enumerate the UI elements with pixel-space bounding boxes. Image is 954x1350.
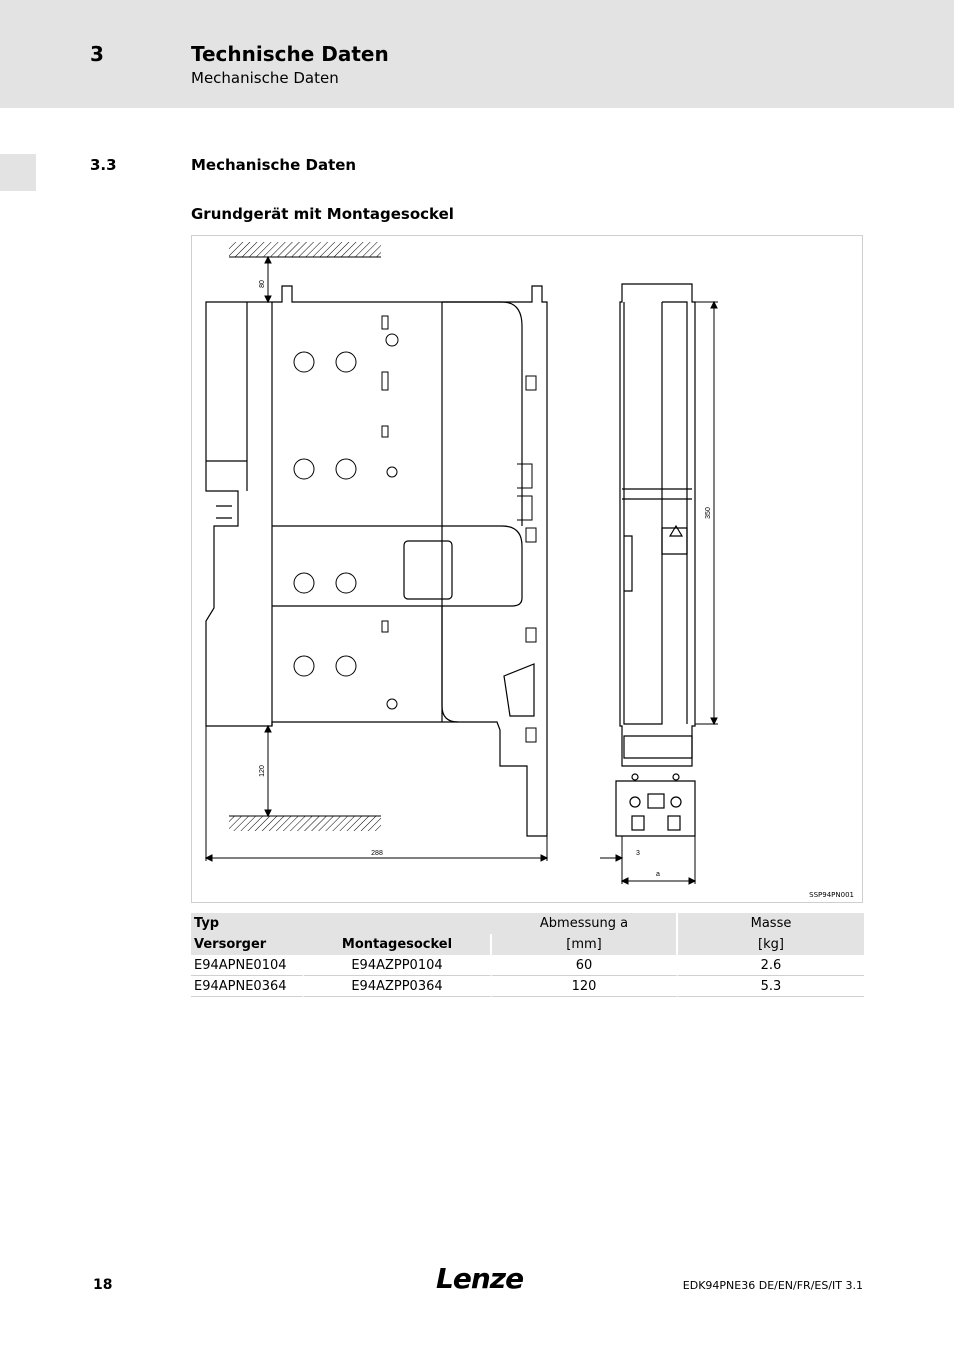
cell-montagesockel: E94AZPP0364 xyxy=(304,976,492,997)
table-row xyxy=(191,976,864,997)
cell-abmessung: 60 xyxy=(492,955,678,976)
cell-masse: 5.3 xyxy=(678,976,864,997)
table-header-row-2 xyxy=(191,934,864,955)
section-title: Mechanische Daten xyxy=(191,156,357,174)
dim-label-height: 350 xyxy=(705,507,712,519)
front-view xyxy=(206,286,547,836)
dimension-drawing xyxy=(191,235,863,903)
dim-label-top: 80 xyxy=(259,280,266,288)
table-header-row-1 xyxy=(191,913,864,934)
page-number: 18 xyxy=(93,1277,113,1293)
cell-montagesockel: E94AZPP0104 xyxy=(304,955,492,976)
top-wall-hatch xyxy=(229,242,381,257)
header-masse-unit: [kg] xyxy=(678,934,864,955)
side-tab-marker xyxy=(0,154,36,191)
dimension-table xyxy=(191,913,864,997)
bottom-wall-hatch xyxy=(229,816,381,831)
dim-label-width: 288 xyxy=(371,850,383,857)
dimension-drawing-svg xyxy=(192,236,864,904)
cell-abmessung: 120 xyxy=(492,976,678,997)
document-code: EDK94PNE36 DE/EN/FR/ES/IT 3.1 xyxy=(682,1279,863,1292)
chapter-title: Technische Daten xyxy=(191,42,389,66)
dim-label-gap: 3 xyxy=(636,850,640,857)
header-versorger: Versorger xyxy=(191,934,304,955)
chapter-subtitle: Mechanische Daten xyxy=(191,69,339,87)
header-band xyxy=(0,0,954,108)
header-montagesockel: Montagesockel xyxy=(304,934,492,955)
dim-label-bottom: 120 xyxy=(259,765,266,777)
header-abmessung-unit: [mm] xyxy=(492,934,678,955)
header-typ: Typ xyxy=(191,913,492,934)
lenze-logo: Lenze xyxy=(436,1262,524,1295)
side-view xyxy=(616,284,695,836)
header-abmessung: Abmessung a xyxy=(492,913,678,934)
chapter-number: 3 xyxy=(90,42,104,66)
section-number: 3.3 xyxy=(90,156,117,174)
dim-label-a: a xyxy=(656,871,660,878)
figure-heading: Grundgerät mit Montagesockel xyxy=(191,205,454,223)
cell-versorger: E94APNE0364 xyxy=(191,976,304,997)
cell-masse: 2.6 xyxy=(678,955,864,976)
front-view-terminals xyxy=(294,316,536,742)
figure-reference: SSP94PN001 xyxy=(809,891,854,899)
cell-versorger: E94APNE0104 xyxy=(191,955,304,976)
table-row xyxy=(191,955,864,976)
header-masse: Masse xyxy=(678,913,864,934)
